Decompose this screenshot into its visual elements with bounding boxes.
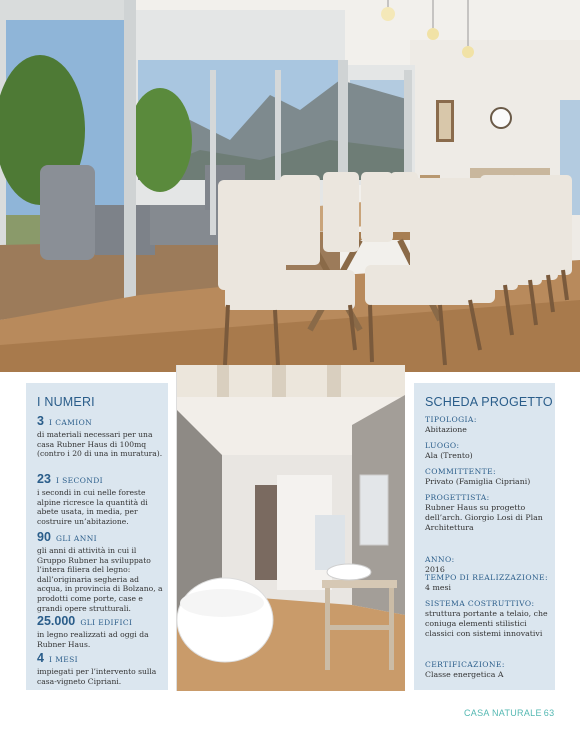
number-unit: I MESI bbox=[49, 655, 79, 664]
project-sheet-label: ANNO: bbox=[425, 555, 455, 564]
project-sheet-label: CERTIFICAZIONE: bbox=[425, 660, 505, 669]
project-sheet-value: Rubner Haus su progetto dell’arch. Giorgio Losi di Plan Architettura bbox=[425, 503, 543, 533]
number-value: 25.000 bbox=[37, 614, 76, 628]
project-sheet-item bbox=[425, 599, 553, 640]
project-sheet-item bbox=[425, 415, 553, 435]
number-unit: I CAMION bbox=[49, 418, 93, 427]
numbers-title: I NUMERI bbox=[37, 395, 95, 409]
project-sheet-value: 4 mesi bbox=[425, 583, 451, 592]
project-sheet-value: struttura portante a telaio, che coniuga elementi stilistici classici con sistemi innovativi bbox=[425, 609, 548, 639]
number-description: gli anni di attività in cui il Gruppo Rubner ha sviluppato l’intera filiera del legno: dall’originaria segheria ad acqua, in provincia di Bolzano, a prodotti come porte, case e grandi opere strutturali. bbox=[37, 546, 163, 613]
numbers-item bbox=[37, 613, 165, 649]
project-sheet-value: Classe energetica A bbox=[425, 670, 504, 679]
number-description: in legno realizzati ad oggi da Rubner Haus. bbox=[37, 630, 149, 649]
numbers-item bbox=[37, 413, 165, 459]
number-value: 23 bbox=[37, 472, 51, 486]
project-sheet-label: COMMITTENTE: bbox=[425, 467, 497, 476]
number-unit: I SECONDI bbox=[56, 476, 103, 485]
project-sheet-item bbox=[425, 441, 553, 461]
number-description: di materiali necessari per una casa Rubner Haus di 100mq (contro i 20 di una in muratura). bbox=[37, 430, 163, 459]
project-sheet-title: SCHEDA PROGETTO bbox=[425, 395, 553, 409]
project-sheet-item bbox=[425, 467, 553, 487]
project-sheet-label: PROGETTISTA: bbox=[425, 493, 490, 502]
page-number: 63 bbox=[543, 708, 555, 718]
number-unit: GLI ANNI bbox=[56, 534, 98, 543]
page-footer bbox=[464, 708, 554, 718]
project-sheet-value: Abitazione bbox=[425, 425, 467, 434]
number-value: 4 bbox=[37, 651, 44, 665]
project-sheet-item bbox=[425, 573, 553, 593]
project-sheet-box bbox=[414, 383, 555, 690]
numbers-item bbox=[37, 471, 165, 526]
numbers-item bbox=[37, 650, 165, 686]
number-unit: GLI EDIFICI bbox=[80, 618, 133, 627]
numbers-item bbox=[37, 529, 165, 613]
project-sheet-label: LUOGO: bbox=[425, 441, 460, 450]
bathroom-illustration bbox=[177, 365, 405, 691]
project-sheet-value: Ala (Trento) bbox=[425, 451, 473, 460]
number-description: impiegati per l’intervento sulla casa-vigneto Cipriani. bbox=[37, 667, 157, 686]
project-sheet-value: 2016 bbox=[425, 565, 445, 574]
project-sheet-label: SISTEMA COSTRUTTIVO: bbox=[425, 599, 535, 608]
project-sheet-value: Privato (Famiglia Cipriani) bbox=[425, 477, 531, 486]
number-description: i secondi in cui nelle foreste alpine ricresce la quantità di abete usata, in media, per costruire un’abitazione. bbox=[37, 488, 148, 526]
project-sheet-label: TIPOLOGIA: bbox=[425, 415, 477, 424]
project-sheet-item bbox=[425, 660, 553, 680]
number-value: 90 bbox=[37, 530, 51, 544]
project-sheet-label: TEMPO DI REALIZZAZIONE: bbox=[425, 573, 548, 582]
numbers-box bbox=[26, 383, 168, 690]
magazine-name: CASA NATURALE bbox=[464, 708, 542, 718]
bathroom-photo bbox=[176, 365, 405, 691]
number-value: 3 bbox=[37, 414, 44, 428]
project-sheet-item bbox=[425, 493, 553, 534]
